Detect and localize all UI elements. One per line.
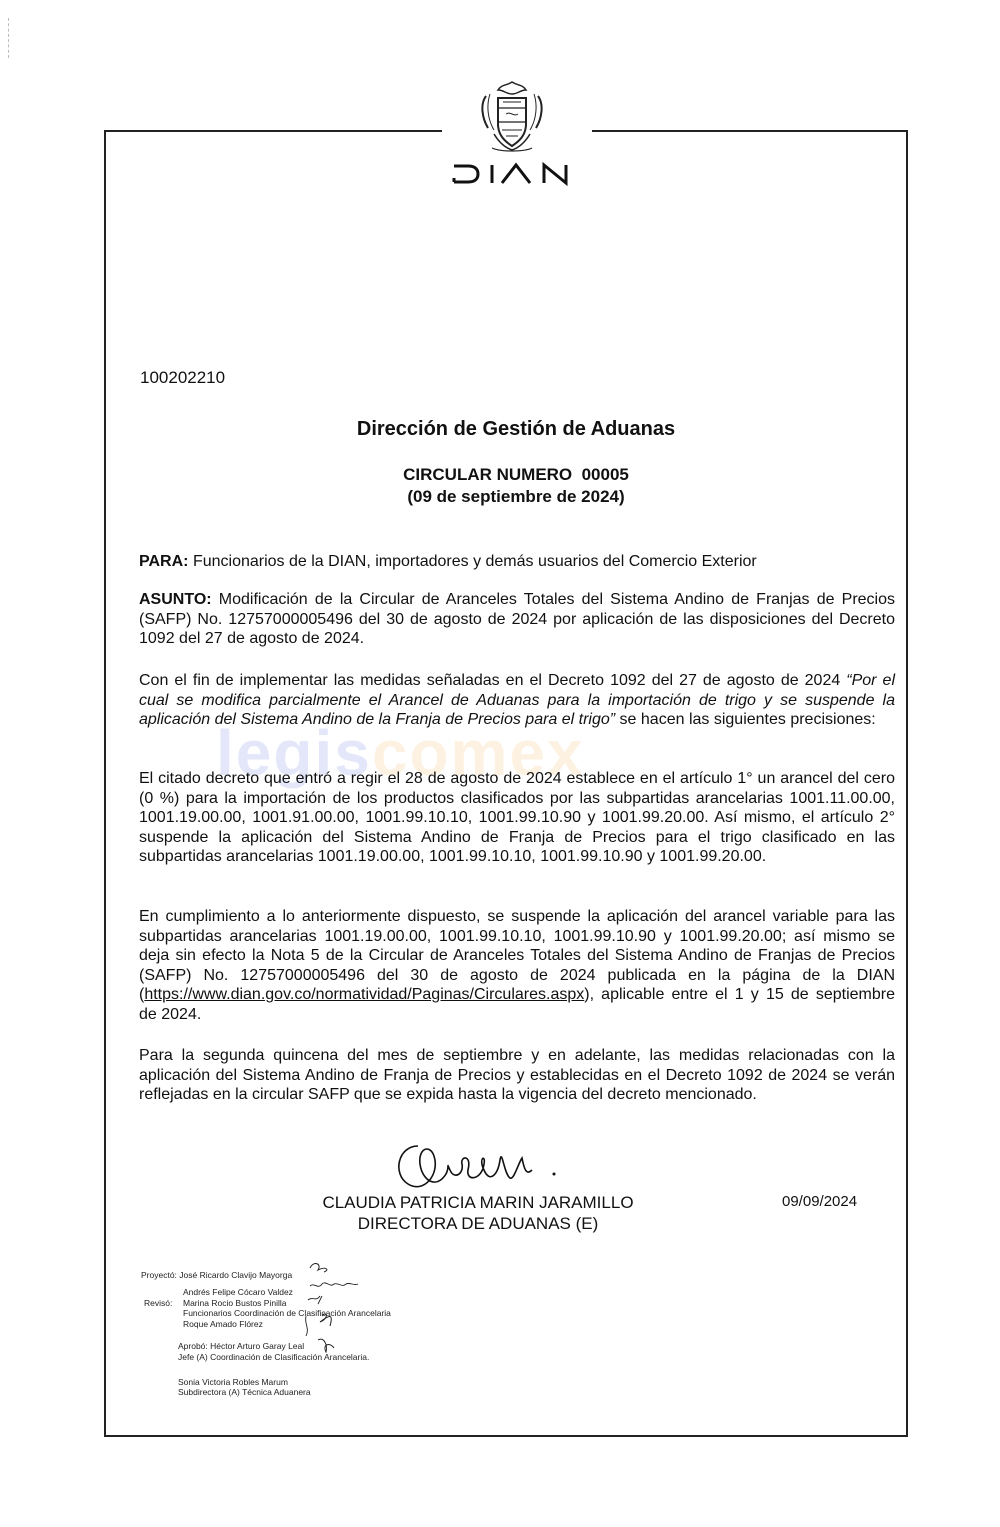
asunto-label: ASUNTO:: [139, 591, 212, 608]
frame-top-right: [592, 130, 908, 132]
sonia-line-1: Sonia Victoria Robles Marum: [178, 1377, 288, 1387]
paragraph-2: El citado decreto que entró a regir el 28 de agosto de 2024 establece en el artículo 1° un arancel del cero (0 %) para la importación de los productos clasificados por las subpartidas arancelarias 1001.11.00.00, 1001.19.00.00, 1001.91.00.00, 1001.99.10.10, 1001.99.10.90 y 1001.99.20.00. Así mismo, el artículo 2° suspende la aplicación del Sistema Andino de Franja de Precios para el trigo clasificado en las subpartidas arancelarias 1001.19.00.00, 1001.99.10.10, 1001.99.10.90 y 1001.99.20.00.: [139, 770, 895, 865]
office-heading: Dirección de Gestión de Aduanas: [356, 418, 676, 440]
initials-scribbles: [300, 1256, 420, 1366]
p1-start: Con el fin de implementar las medidas señaladas en el Decreto 1092 del 27 de agosto de 2024: [139, 672, 847, 689]
signer-block: [303, 1192, 653, 1234]
scan-mark: [8, 18, 10, 58]
colombia-coat-of-arms-icon: [476, 78, 548, 156]
signer-title: DIRECTORA DE ADUANAS (E): [357, 1214, 599, 1233]
p1-end: se hacen las siguientes precisiones:: [615, 711, 876, 728]
circular-date: (09 de septiembre de 2024): [407, 487, 625, 506]
reviso-line-1: Marina Rocio Bustos Pinilla: [183, 1298, 287, 1308]
asunto-text: Modificación de la Circular de Aranceles Totales del Sistema Andino de Franjas de Precios (SAFP) No. 12757000005496 del 30 de agosto de 2024 por aplicación de las disposiciones del Decreto 1092 del 27 de agosto de 2024.: [139, 591, 896, 647]
proyecto-line-2: Andrés Felipe Cócaro Valdez: [183, 1287, 293, 1297]
paragraph-4: Para la segunda quincena del mes de septiembre y en adelante, las medidas relacionadas con la aplicación del Sistema Andino de Franja de Precios y establecidas en el Decreto 1092 de 2024 se verán reflejadas en la circular SAFP que se expida hasta la vigencia del decreto mencionado.: [139, 1047, 895, 1103]
reviso-label: Revisó:: [144, 1298, 173, 1308]
p3-start: En cumplimiento a lo anteriormente dispuesto, se suspende la aplicación del arancel variable para las subpartidas arancelarias 1001.19.00.00, 1001.99.10.10, 1001.99.10.90 y 1001.99.20.00; así mismo se deja sin efecto la Nota 5 de la Circular de Aranceles Totales del Sistema Andino de Franjas de Precios (SAFP) No. 12757000005496 del 30 de agosto de 2024 publicada en la página de la DIAN (: [139, 908, 895, 1003]
signer-name: CLAUDIA PATRICIA MARIN JARAMILLO: [322, 1193, 634, 1212]
p3-end: ), aplicable entre el 1 y 15 de septiembre de 2024.: [139, 986, 895, 1023]
aprobo-line-2: Jefe (A) Coordinación de Clasificación Arancelaria.: [178, 1352, 370, 1362]
paragraph-3: [139, 907, 895, 1024]
circular-heading: [0, 464, 1000, 508]
frame-top-left: [104, 130, 442, 132]
paragraph-1: [139, 671, 895, 730]
circular-title: CIRCULAR NUMERO 00005: [403, 465, 629, 484]
para-text: Funcionarios de la DIAN, importadores y demás usuarios del Comercio Exterior: [192, 553, 757, 570]
dian-logo: [452, 160, 582, 188]
proyecto-line: Proyectó: José Ricardo Clavijo Mayorga: [141, 1270, 293, 1280]
reviso-line-3: Roque Amado Flórez: [183, 1319, 263, 1329]
para-label: PARA:: [139, 553, 189, 570]
sonia-line-2: Subdirectora (A) Técnica Aduanera: [178, 1387, 311, 1397]
signature-date: 09/09/2024: [782, 1193, 858, 1210]
asunto-block: [139, 590, 895, 649]
reviso-line-2: Funcionarios Coordinación de Clasificación Arancelaria: [183, 1308, 391, 1318]
watermark: legiscomex: [216, 717, 585, 789]
dian-circulares-link[interactable]: https://www.dian.gov.co/normatividad/Paginas/Circulares.aspx: [144, 986, 585, 1003]
aprobo-line-1: Aprobó: Héctor Arturo Garay Leal: [178, 1341, 305, 1351]
p1-quote: “Por el cual se modifica parcialmente el Arancel de Aduanas para la importación de trigo y se suspende la aplicación del Sistema Andino de la Franja de Precios para el trigo”: [139, 672, 895, 728]
para-line: [139, 552, 895, 572]
reference-number: 100202210: [140, 368, 226, 387]
